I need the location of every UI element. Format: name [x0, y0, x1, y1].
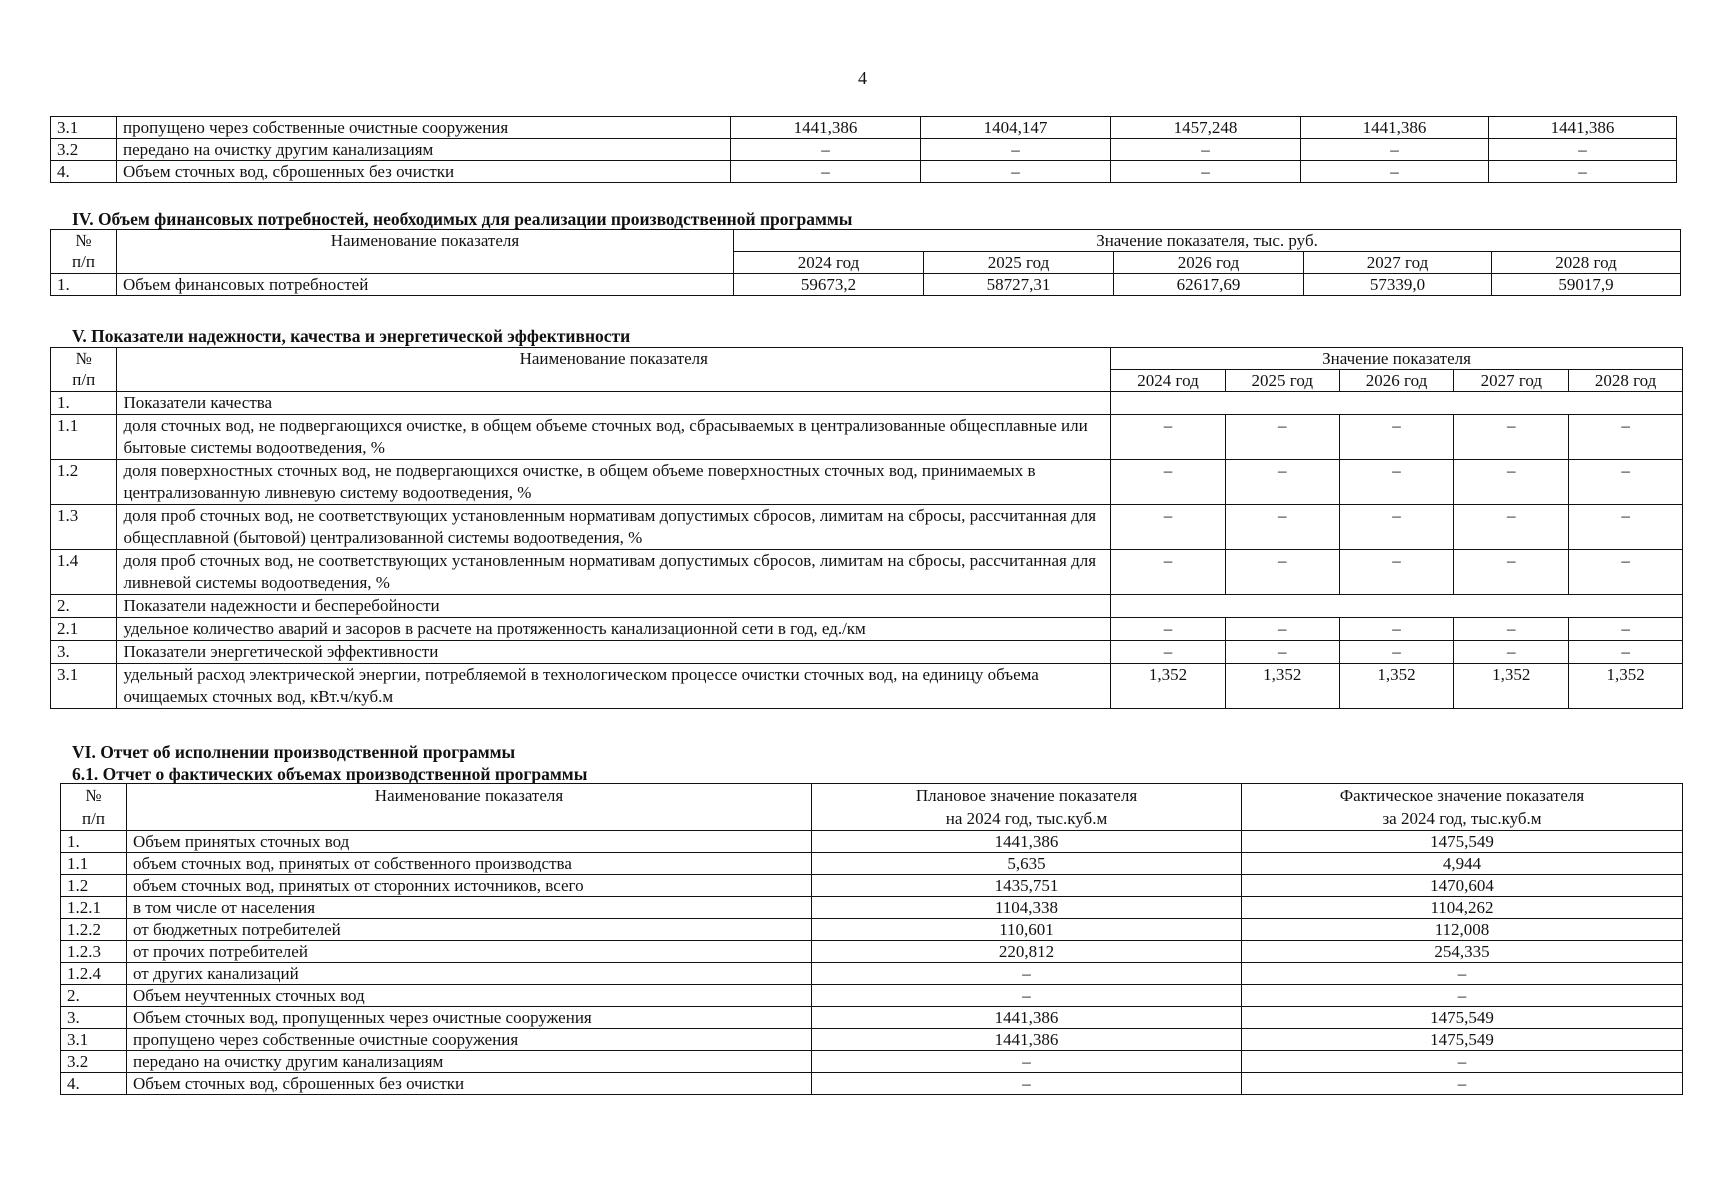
row-plan: 1441,386	[812, 831, 1242, 853]
table-row	[61, 985, 1683, 1007]
year-header: 2025 год	[1225, 370, 1339, 392]
row-value-empty	[1111, 595, 1683, 618]
row-name: Объем финансовых потребностей	[117, 274, 734, 296]
col-value-header: Значение показателя, тыс. руб.	[734, 230, 1681, 252]
row-number: 1.2.4	[61, 963, 127, 985]
col-name-header: Наименование показателя	[127, 784, 812, 831]
row-plan: –	[812, 985, 1242, 1007]
row-value: –	[1569, 641, 1683, 664]
row-fact: 4,944	[1242, 853, 1683, 875]
table-row	[51, 139, 1677, 161]
section6-table	[60, 783, 1682, 1095]
row-number: 2.	[61, 985, 127, 1007]
table-row	[61, 1051, 1683, 1073]
row-number: 1.1	[61, 853, 127, 875]
row-fact: –	[1242, 1051, 1683, 1073]
row-number: 1.	[61, 831, 127, 853]
row-fact: –	[1242, 1073, 1683, 1095]
row-number: 3.	[61, 1007, 127, 1029]
row-number: 3.1	[51, 664, 117, 709]
row-fact: 1104,262	[1242, 897, 1683, 919]
row-value: –	[1225, 460, 1339, 505]
row-value: –	[1339, 415, 1454, 460]
row-number: 2.1	[51, 618, 117, 641]
year-header: 2025 год	[924, 252, 1114, 274]
row-value: –	[921, 161, 1111, 183]
row-value: –	[1569, 618, 1683, 641]
row-name: Объем неучтенных сточных вод	[127, 985, 812, 1007]
row-name: от прочих потребителей	[127, 941, 812, 963]
row-plan: –	[812, 1073, 1242, 1095]
row-value: –	[1301, 161, 1489, 183]
row-number: 2.	[51, 595, 117, 618]
row-fact: –	[1242, 963, 1683, 985]
row-name: в том числе от населения	[127, 897, 812, 919]
table-row	[51, 664, 1683, 709]
row-number: 1.3	[51, 505, 117, 550]
table-row	[51, 618, 1683, 641]
row-name: передано на очистку другим канализациям	[127, 1051, 812, 1073]
table-row	[61, 963, 1683, 985]
row-number: 4.	[51, 161, 117, 183]
row-value: 1,352	[1339, 664, 1454, 709]
year-header: 2028 год	[1492, 252, 1681, 274]
row-value: 57339,0	[1304, 274, 1492, 296]
row-fact: 1475,549	[1242, 1029, 1683, 1051]
table-row	[61, 941, 1683, 963]
row-fact: 1470,604	[1242, 875, 1683, 897]
row-value: 1457,248	[1111, 117, 1301, 139]
row-value: –	[1339, 550, 1454, 595]
table-row	[51, 392, 1683, 415]
row-value: –	[1111, 550, 1226, 595]
row-number: 3.1	[61, 1029, 127, 1051]
row-name: объем сточных вод, принятых от собственного производства	[127, 853, 812, 875]
row-fact: 112,008	[1242, 919, 1683, 941]
row-value: 1441,386	[1301, 117, 1489, 139]
row-value: –	[1339, 460, 1454, 505]
row-number: 1.1	[51, 415, 117, 460]
col-name-header: Наименование показателя	[117, 230, 734, 274]
row-name: от других канализаций	[127, 963, 812, 985]
section4-table	[50, 229, 1680, 296]
row-value: –	[1339, 505, 1454, 550]
row-value: –	[1111, 505, 1226, 550]
col-num-header: № п/п	[51, 348, 117, 392]
row-name: Объем сточных вод, сброшенных без очистки	[117, 161, 731, 183]
row-name: доля поверхностных сточных вод, не подвергающихся очистке, в общем объеме поверхностных сточных вод, принимаемых в централизованную ливневую систему водоотведения, %	[117, 460, 1111, 505]
row-value: –	[1569, 550, 1683, 595]
row-plan: –	[812, 1051, 1242, 1073]
row-number: 3.1	[51, 117, 117, 139]
row-plan: 5,635	[812, 853, 1242, 875]
row-number: 3.2	[61, 1051, 127, 1073]
col-num-header: № п/п	[51, 230, 117, 274]
row-value: –	[1569, 460, 1683, 505]
row-name: удельный расход электрической энергии, потребляемой в технологическом процессе очистки сточных вод, на единицу объема очищаемых сточных вод, кВт.ч/куб.м	[117, 664, 1111, 709]
row-number: 1.2.3	[61, 941, 127, 963]
row-value: –	[1569, 415, 1683, 460]
row-value: 1404,147	[921, 117, 1111, 139]
row-value: 1,352	[1111, 664, 1226, 709]
row-value: –	[1111, 641, 1226, 664]
row-value: –	[731, 161, 921, 183]
row-value: –	[1111, 139, 1301, 161]
row-value: –	[1454, 550, 1569, 595]
row-value: 62617,69	[1114, 274, 1304, 296]
row-value: 59017,9	[1492, 274, 1681, 296]
row-value: –	[1339, 641, 1454, 664]
top-table	[50, 116, 1676, 183]
row-value: –	[1111, 415, 1226, 460]
row-number: 1.	[51, 274, 117, 296]
table-row	[51, 505, 1683, 550]
year-header: 2028 год	[1569, 370, 1683, 392]
table-row	[61, 875, 1683, 897]
row-number: 4.	[61, 1073, 127, 1095]
table-row	[61, 1007, 1683, 1029]
row-name: Показатели качества	[117, 392, 1111, 415]
table-row	[61, 1073, 1683, 1095]
row-value: –	[1339, 618, 1454, 641]
row-name: Объем сточных вод, пропущенных через очистные сооружения	[127, 1007, 812, 1029]
page-number: 4	[858, 68, 867, 88]
row-name: Объем принятых сточных вод	[127, 831, 812, 853]
row-value: 1,352	[1569, 664, 1683, 709]
table-row	[51, 550, 1683, 595]
row-plan: 1435,751	[812, 875, 1242, 897]
section5-table	[50, 347, 1683, 709]
col-name-header: Наименование показателя	[117, 348, 1111, 392]
row-fact: 254,335	[1242, 941, 1683, 963]
row-number: 1.2.1	[61, 897, 127, 919]
row-value: –	[731, 139, 921, 161]
row-value: 1441,386	[731, 117, 921, 139]
row-number: 1.2	[51, 460, 117, 505]
row-fact: –	[1242, 985, 1683, 1007]
table-row	[61, 831, 1683, 853]
table-row	[51, 161, 1677, 183]
row-plan: 110,601	[812, 919, 1242, 941]
row-value: –	[1225, 505, 1339, 550]
row-fact: 1475,549	[1242, 1007, 1683, 1029]
row-value: –	[1111, 618, 1226, 641]
row-value: 58727,31	[924, 274, 1114, 296]
table-row	[51, 274, 1681, 296]
row-value: 1,352	[1225, 664, 1339, 709]
row-value: –	[1454, 641, 1569, 664]
table-row	[61, 897, 1683, 919]
row-plan: –	[812, 963, 1242, 985]
year-header: 2027 год	[1304, 252, 1492, 274]
row-name: объем сточных вод, принятых от сторонних источников, всего	[127, 875, 812, 897]
row-value: –	[1225, 550, 1339, 595]
row-plan: 1441,386	[812, 1029, 1242, 1051]
row-name: пропущено через собственные очистные сооружения	[127, 1029, 812, 1051]
row-value: –	[1454, 460, 1569, 505]
row-value: –	[1301, 139, 1489, 161]
row-value: –	[1569, 505, 1683, 550]
row-value: –	[1454, 618, 1569, 641]
year-header: 2024 год	[734, 252, 924, 274]
table-row	[61, 853, 1683, 875]
row-name: Показатели надежности и бесперебойности	[117, 595, 1111, 618]
row-value: –	[1111, 161, 1301, 183]
col-value-header: Значение показателя	[1111, 348, 1683, 370]
row-name: Объем сточных вод, сброшенных без очистки	[127, 1073, 812, 1095]
row-name: доля проб сточных вод, не соответствующих установленным нормативам допустимых сбросов, лимитам на сбросы, рассчитанная для общесплавной (бытовой) централизованной системы водоотведения, %	[117, 505, 1111, 550]
row-value: –	[1454, 505, 1569, 550]
row-name: Показатели энергетической эффективности	[117, 641, 1111, 664]
row-fact: 1475,549	[1242, 831, 1683, 853]
row-value: –	[921, 139, 1111, 161]
table-row	[61, 919, 1683, 941]
row-name: доля сточных вод, не подвергающихся очистке, в общем объеме сточных вод, сбрасываемых в централизованные общесплавные или бытовые системы водоотведения, %	[117, 415, 1111, 460]
row-value: –	[1111, 460, 1226, 505]
year-header: 2026 год	[1339, 370, 1454, 392]
row-number: 3.2	[51, 139, 117, 161]
table-row	[51, 117, 1677, 139]
section6-subtitle: 6.1. Отчет о фактических объемах производственной программы	[72, 764, 588, 784]
row-number: 1.2	[61, 875, 127, 897]
row-value-empty	[1111, 392, 1683, 415]
row-name: доля проб сточных вод, не соответствующих установленным нормативам допустимых сбросов, лимитам на сбросы, рассчитанная для ливневой системы водоотведения, %	[117, 550, 1111, 595]
table-row	[51, 415, 1683, 460]
row-plan: 1104,338	[812, 897, 1242, 919]
section6-title: VI. Отчет об исполнении производственной программы	[72, 742, 516, 762]
row-value: –	[1454, 415, 1569, 460]
row-plan: 1441,386	[812, 1007, 1242, 1029]
row-number: 1.	[51, 392, 117, 415]
section4-title: IV. Объем финансовых потребностей, необходимых для реализации производственной программы	[72, 209, 853, 229]
row-value: –	[1489, 139, 1677, 161]
row-name: от бюджетных потребителей	[127, 919, 812, 941]
row-value: –	[1225, 641, 1339, 664]
year-header: 2027 год	[1454, 370, 1569, 392]
col-fact-header: Фактическое значение показателя за 2024 год, тыс.куб.м	[1242, 784, 1683, 831]
row-value: –	[1489, 161, 1677, 183]
table-row	[51, 460, 1683, 505]
row-number: 1.4	[51, 550, 117, 595]
row-plan: 220,812	[812, 941, 1242, 963]
row-number: 1.2.2	[61, 919, 127, 941]
table-row	[51, 641, 1683, 664]
row-value: –	[1225, 415, 1339, 460]
row-value: 1441,386	[1489, 117, 1677, 139]
col-num-header: № п/п	[61, 784, 127, 831]
row-name: пропущено через собственные очистные сооружения	[117, 117, 731, 139]
row-name: передано на очистку другим канализациям	[117, 139, 731, 161]
row-number: 3.	[51, 641, 117, 664]
col-plan-header: Плановое значение показателя на 2024 год, тыс.куб.м	[812, 784, 1242, 831]
year-header: 2024 год	[1111, 370, 1226, 392]
year-header: 2026 год	[1114, 252, 1304, 274]
row-name: удельное количество аварий и засоров в расчете на протяженность канализационной сети в год, ед./км	[117, 618, 1111, 641]
section5-title: V. Показатели надежности, качества и энергетической эффективности	[72, 326, 631, 346]
table-row	[51, 595, 1683, 618]
row-value: 1,352	[1454, 664, 1569, 709]
row-value: –	[1225, 618, 1339, 641]
row-value: 59673,2	[734, 274, 924, 296]
table-row	[61, 1029, 1683, 1051]
